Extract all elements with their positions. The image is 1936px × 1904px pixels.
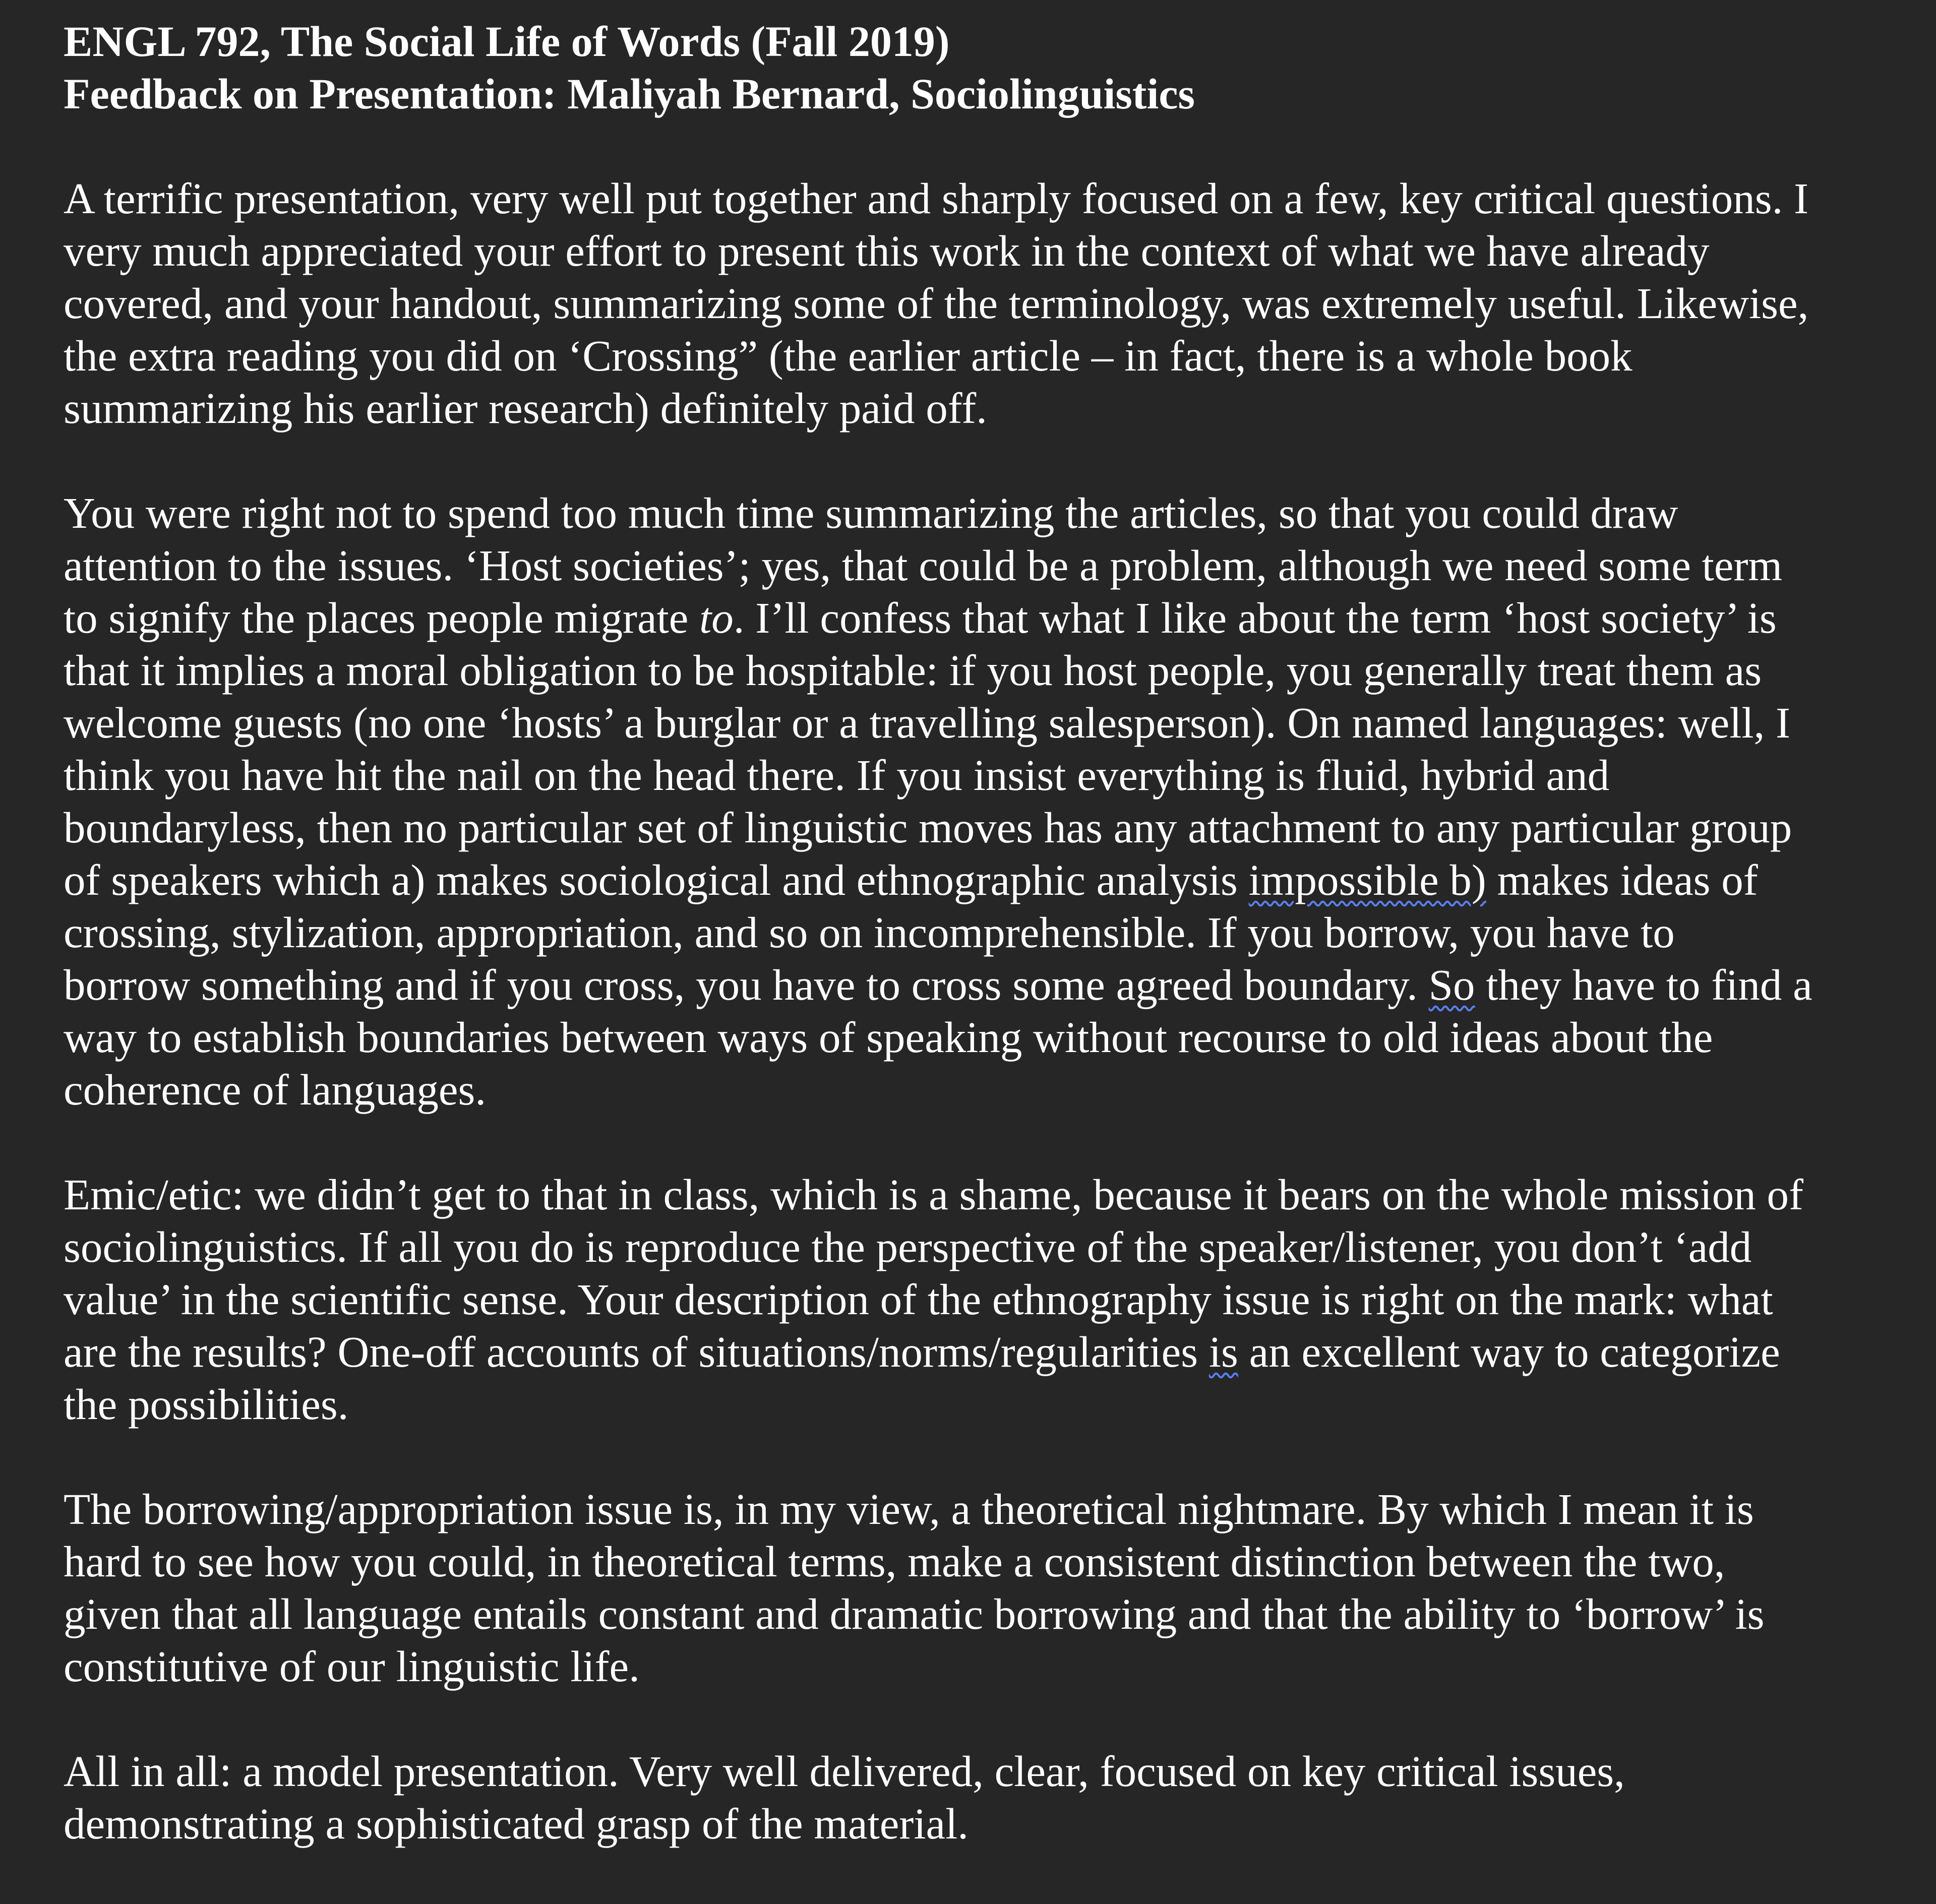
- spellcheck-flag[interactable]: impossible b): [1248, 855, 1486, 904]
- italic-word: to: [699, 593, 734, 642]
- text-run: makes ideas of: [1486, 855, 1758, 904]
- course-title: ENGL 792, The Social Life of Words (Fall 2019): [64, 17, 950, 66]
- paragraph-gap: [64, 1431, 1929, 1483]
- text-run: borrow something and if you cross, you have to cross some agreed boundary.: [64, 960, 1429, 1009]
- text-line: [64, 1326, 1929, 1378]
- text-line: summarizing his earlier research) definitely paid off.: [64, 384, 987, 433]
- text-line: Emic/etic: we didn’t get to that in class, which is a shame, because it bears on the whole mission of: [64, 1170, 1803, 1219]
- text-line: [64, 854, 1929, 906]
- text-line: welcome guests (no one ‘hosts’ a burglar or a travelling salesperson). On named languages: well, I: [64, 698, 1791, 747]
- text-line: boundaryless, then no particular set of linguistic moves has any attachment to any particular group: [64, 803, 1792, 852]
- text-line: You were right not to spend too much time summarizing the articles, so that you could draw: [64, 488, 1678, 537]
- text-line: the possibilities.: [64, 1380, 349, 1429]
- paragraph-4: [64, 1483, 1929, 1693]
- text-run: to signify the places people migrate: [64, 593, 700, 642]
- text-line: very much appreciated your effort to present this work in the context of what we have already: [64, 226, 1710, 275]
- text-line: that it implies a moral obligation to be hospitable: if you host people, you generally treat them as: [64, 646, 1762, 695]
- paragraph-5: [64, 1745, 1929, 1850]
- text-line: crossing, stylization, appropriation, and so on incomprehensible. If you borrow, you have to: [64, 908, 1675, 957]
- text-run: of speakers which a) makes sociological and ethnographic analysis: [64, 855, 1249, 904]
- text-line: demonstrating a sophisticated grasp of the material.: [64, 1799, 969, 1848]
- paragraph-gap: [64, 435, 1929, 487]
- text-run: they have to find a: [1475, 960, 1812, 1009]
- text-line: sociolinguistics. If all you do is reproduce the perspective of the speaker/listener, you don’t ‘add: [64, 1222, 1752, 1271]
- text-line: [64, 592, 1929, 644]
- text-line: constitutive of our linguistic life.: [64, 1642, 640, 1691]
- text-line: hard to see how you could, in theoretical terms, make a consistent distinction between the two,: [64, 1537, 1725, 1586]
- text-line: think you have hit the nail on the head there. If you insist everything is fluid, hybrid and: [64, 751, 1610, 800]
- paragraph-3: [64, 1169, 1929, 1431]
- text-line: All in all: a model presentation. Very well delivered, clear, focused on key critical issues,: [64, 1747, 1625, 1796]
- feedback-heading: Feedback on Presentation: Maliyah Bernard, Sociolinguistics: [64, 70, 1195, 118]
- text-line: given that all language entails constant and dramatic borrowing and that the ability to ‘borrow’ is: [64, 1589, 1765, 1638]
- text-run: an excellent way to categorize: [1238, 1327, 1780, 1376]
- text-line: The borrowing/appropriation issue is, in my view, a theoretical nightmare. By which I mean it is: [64, 1485, 1754, 1533]
- document-body[interactable]: [64, 15, 1929, 1850]
- spellcheck-flag[interactable]: So: [1428, 960, 1475, 1009]
- text-line: A terrific presentation, very well put together and sharply focused on a few, key critical questions. I: [64, 174, 1809, 223]
- text-line: way to establish boundaries between ways of speaking without recourse to old ideas about the: [64, 1013, 1713, 1062]
- text-line: the extra reading you did on ‘Crossing” (the earlier article – in fact, there is a whole book: [64, 331, 1632, 380]
- text-line: coherence of languages.: [64, 1065, 487, 1114]
- paragraph-gap: [64, 1693, 1929, 1745]
- spellcheck-flag[interactable]: is: [1208, 1327, 1238, 1376]
- paragraph-gap: [64, 120, 1929, 172]
- paragraph-1: [64, 172, 1929, 435]
- text-line: [64, 959, 1929, 1011]
- paragraph-2: [64, 487, 1929, 1116]
- text-line: value’ in the scientific sense. Your description of the ethnography issue is right on the mark: what: [64, 1275, 1773, 1324]
- text-line: attention to the issues. ‘Host societies’; yes, that could be a problem, although we need some term: [64, 541, 1783, 590]
- paragraph-gap: [64, 1116, 1929, 1169]
- text-line: covered, and your handout, summarizing some of the terminology, was extremely useful. Likewise,: [64, 279, 1809, 328]
- text-run: . I’ll confess that what I like about the term ‘host society’ is: [733, 593, 1777, 642]
- text-run: are the results? One-off accounts of situations/norms/regularities: [64, 1327, 1209, 1376]
